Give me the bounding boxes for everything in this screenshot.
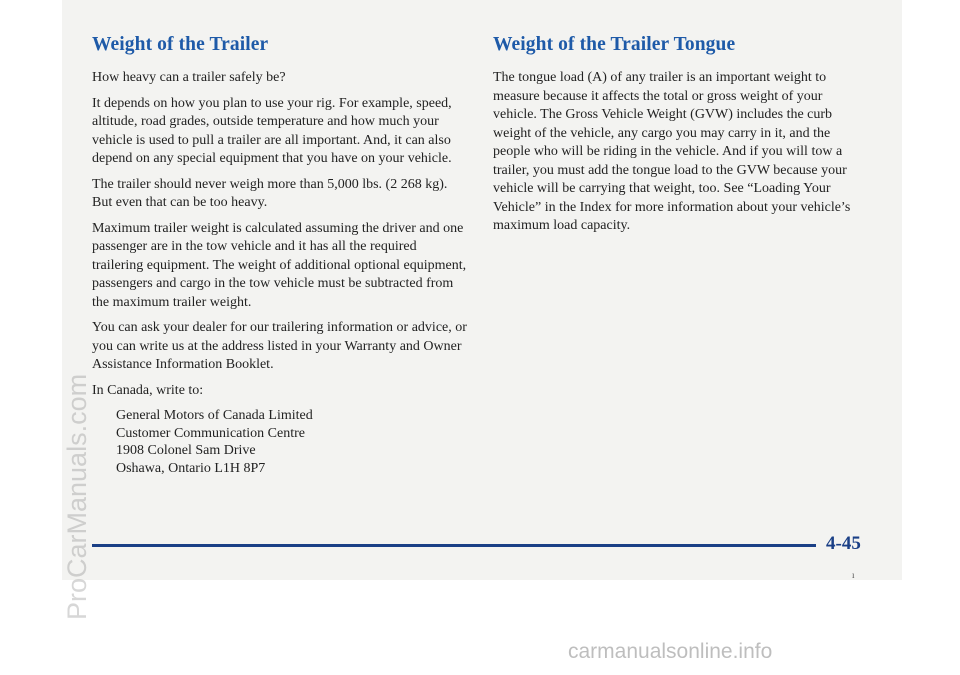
address-line-city: Oshawa, Ontario L1H 8P7 [116, 460, 266, 476]
page-number: 4-45 [826, 533, 861, 554]
address-line-company: General Motors of Canada Limited [116, 408, 313, 423]
heading-weight-of-the-trailer: Weight of the Trailer [92, 34, 269, 55]
heading-weight-of-the-trailer-tongue: Weight of the Trailer Tongue [493, 34, 736, 55]
paragraph-safe-weight-question: How heavy can a trailer safely be? [92, 70, 286, 85]
address-line-street: 1908 Colonel Sam Drive [116, 443, 256, 458]
canada-address [116, 407, 467, 477]
paragraph-canada-write: In Canada, write to: [92, 382, 204, 398]
bottom-watermark: carmanualsonline.info [568, 640, 773, 663]
address-line-department: Customer Communication Centre [116, 425, 305, 441]
footer-rule [92, 544, 816, 547]
side-watermark: ProCarManuals.com [62, 373, 92, 620]
paragraph-max-weight: The trailer should never weigh more than 5,000 lbs. (2 268 kg). But even that can be too heavy. [92, 176, 448, 210]
footer-tick-mark: ı [852, 570, 855, 580]
paragraph-tongue-load: The tongue load (A) of any trailer is an important weight to measure because it affects the total or gross weight of your vehicle. The Gross Vehicle Weight (GVW) includes the curb weight of the vehicle, any cargo you may carry in it, and the people who will be riding in the vehicle. And if you will tow a trailer, you must add the tongue load to the GVW because your vehicle will be carrying that weight, too. See “Loading Your Vehicle” in the Index for more information about your vehicle’s maximum load capacity. [493, 70, 851, 233]
left-column [92, 34, 467, 477]
paragraph-dealer-advice: You can ask your dealer for our trailering information or advice, or you can write us at the address listed in your Warranty and Owner Assistance Information Booklet. [92, 320, 467, 372]
paragraph-depends-on-use: It depends on how you plan to use your rig. For example, speed, altitude, road grades, outside temperature and how much your vehicle is used to pull a trailer are all important. And, it can also depend on any special equipment that you have on your vehicle. [92, 95, 452, 166]
right-column [493, 34, 863, 243]
paragraph-max-weight-calculation: Maximum trailer weight is calculated assuming the driver and one passenger are in the tow vehicle and it has all the required trailering equipment. The weight of additional optional equipment, passengers and cargo in the tow vehicle must be subtracted from the maximum trailer weight. [92, 220, 467, 310]
